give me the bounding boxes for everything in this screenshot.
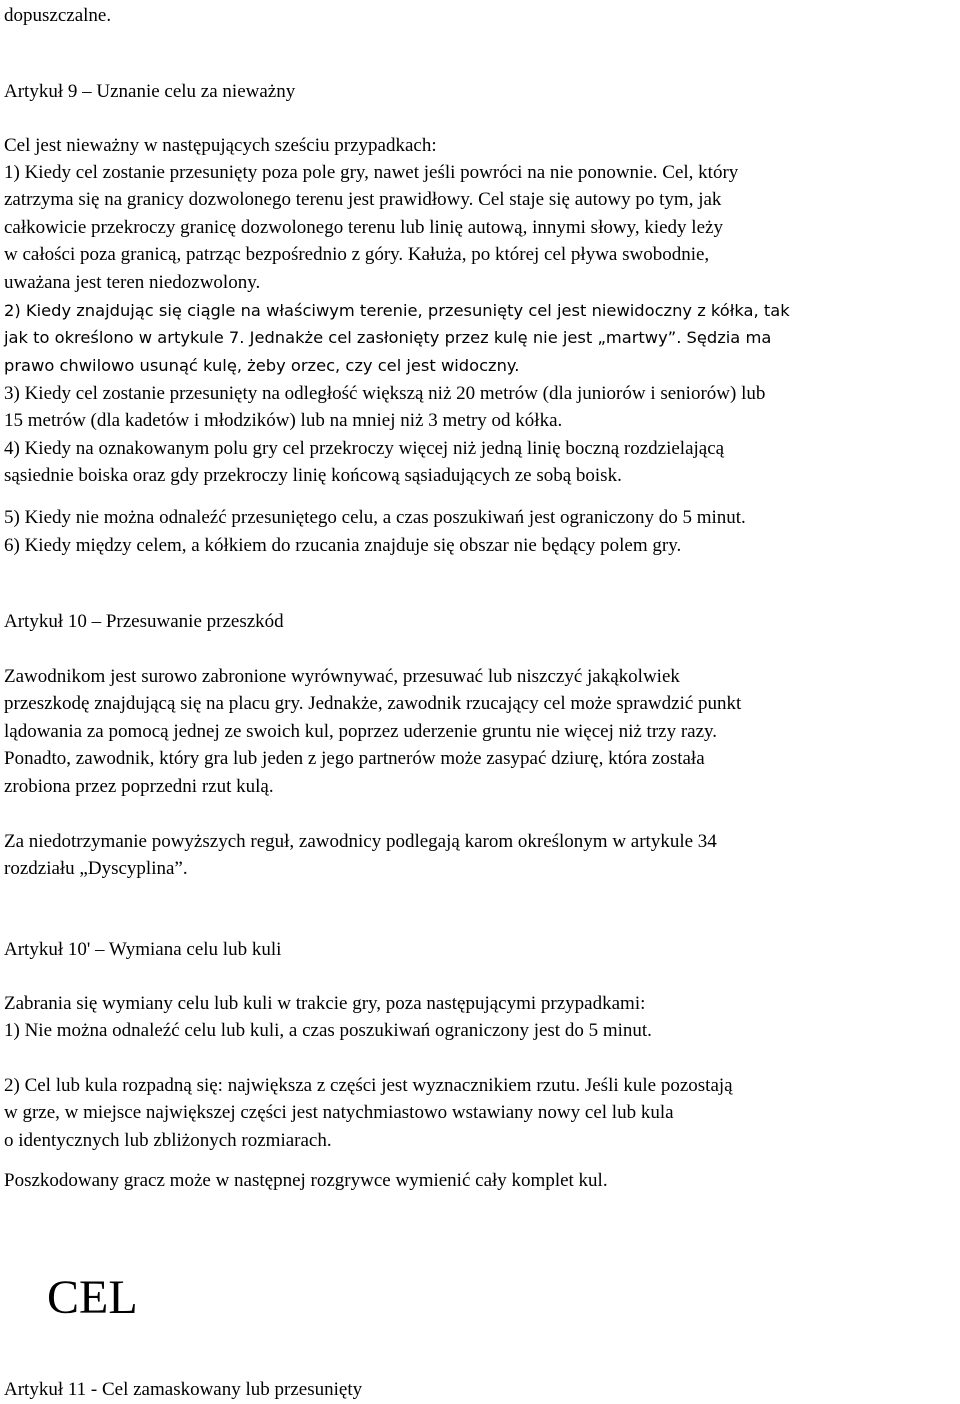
text-line: prawo chwilowo usunąć kulę, żeby orzec, czy cel jest widoczny. — [4, 355, 520, 375]
article-9-intro — [4, 132, 956, 159]
text-line: jak to określono w artykule 7. Jednakże cel zasłonięty przez kulę nie jest „martwy”. Sędzia ma — [4, 328, 772, 348]
text-line — [4, 186, 956, 213]
text-line: Poszkodowany gracz może w następnej rozgrywce wymienić cały komplet kul. — [4, 1170, 608, 1191]
text-line: Ponadto, zawodnik, który gra lub jeden z jego partnerów może zasypać dziurę, która została — [4, 748, 705, 770]
article-11-heading: Artykuł 11 - Cel zamaskowany lub przesunięty — [4, 1379, 363, 1400]
preceding-text — [4, 2, 956, 29]
text-line: 2) Kiedy znajdując się ciągle na właściwym terenie, przesunięty cel jest niewidoczny z kółka, tak — [4, 301, 790, 320]
text-line: 2) Cel lub kula rozpadną się: największa z części jest wyznacznikiem rzutu. Jeśli kule pozostają — [4, 1075, 733, 1096]
text-line: Zawodnikom jest surowo zabronione wyrównywać, przesuwać lub niszczyć jakąkolwiek — [4, 666, 680, 687]
text-line: 1) Nie można odnaleźć celu lub kuli, a czas poszukiwań ograniczony jest do 5 minut. — [4, 1020, 652, 1042]
text-line: w całości poza granicą, patrząc bezpośrednio z góry. Kałuża, po której cel pływa swobodnie, — [4, 244, 710, 266]
text-line: uważana jest teren niedozwolony. — [4, 271, 261, 293]
text-line: zrobiona przez poprzedni rzut kulą. — [4, 775, 274, 797]
text-line: Zabrania się wymiany celu lub kuli w trakcie gry, poza następującymi przypadkami: — [4, 993, 646, 1014]
article-9-point-1 — [4, 159, 956, 296]
article-10-paragraph-1 — [4, 663, 956, 800]
article-9-point-5 — [4, 504, 956, 531]
article-10b-paragraph-1 — [4, 990, 956, 1045]
text-line: Cel jest nieważny w następujących sześciu przypadkach: — [4, 135, 437, 156]
text-line: 6) Kiedy między celem, a kółkiem do rzucania znajduje się obszar nie będący polem gry. — [4, 535, 682, 556]
article-10-heading: Artykuł 10 – Przesuwanie przeszkód — [4, 611, 284, 632]
article-10-paragraph-2 — [4, 828, 956, 883]
text-line: o identycznych lub zbliżonych rozmiarach. — [4, 1129, 332, 1151]
text-line: 15 metrów (dla kadetów i młodzików) lub na mniej niż 3 metry od kółka. — [4, 410, 563, 432]
text-line: lądowania za pomocą jednej ze swoich kul, poprzez uderzenie gruntu nie więcej niż trzy razy. — [4, 720, 718, 742]
text-segment: Cel staje się autowy po tym, jak — [473, 189, 722, 211]
text-line: w grze, w miejsce największej części jest natychmiastowo wstawiany nowy cel lub kula — [4, 1102, 674, 1124]
text-line: rozdziału „Dyscyplina”. — [4, 858, 188, 880]
article-9-heading: Artykuł 9 – Uznanie celu za nieważny — [4, 81, 296, 102]
text-line: przeszkodę znajdującą się na placu gry. Jednakże, zawodnik rzucający cel może sprawdzić punkt — [4, 693, 742, 715]
article-10b-paragraph-3 — [4, 1167, 956, 1194]
article-9-point-4 — [4, 435, 956, 490]
text-line: sąsiednie boiska oraz gdy przekroczy linię końcową sąsiadujących ze sobą boisk. — [4, 465, 622, 487]
article-9-point-3 — [4, 380, 956, 435]
text-line: 5) Kiedy nie można odnaleźć przesuniętego celu, a czas poszukiwań jest ograniczony do 5 minut. — [4, 507, 746, 528]
text-line: całkowicie przekroczy granicę dozwolonego terenu lub linię autową, innymi słowy, kiedy leży — [4, 216, 723, 238]
text-line: dopuszczalne. — [4, 5, 112, 26]
article-9-point-2 — [4, 297, 956, 379]
text-line: 1) Kiedy cel zostanie przesunięty poza pole gry, nawet jeśli powróci na nie ponownie. Cel, który — [4, 162, 739, 183]
article-10b-heading: Artykuł 10' – Wymiana celu lub kuli — [4, 939, 282, 960]
text-segment: zatrzyma się na granicy dozwolonego terenu jest prawidłowy. — [4, 189, 474, 211]
article-9-point-6 — [4, 532, 956, 559]
section-title: CEL — [47, 1271, 138, 1324]
text-line: 3) Kiedy cel zostanie przesunięty na odległość większą niż 20 metrów (dla juniorów i seniorów) lub — [4, 383, 766, 404]
text-line: Za niedotrzymanie powyższych reguł, zawodnicy podlegają karom określonym w artykule 34 — [4, 831, 717, 852]
text-line: 4) Kiedy na oznakowanym polu gry cel przekroczy więcej niż jedną linię boczną rozdzielającą — [4, 438, 725, 459]
article-10b-paragraph-2 — [4, 1072, 956, 1154]
